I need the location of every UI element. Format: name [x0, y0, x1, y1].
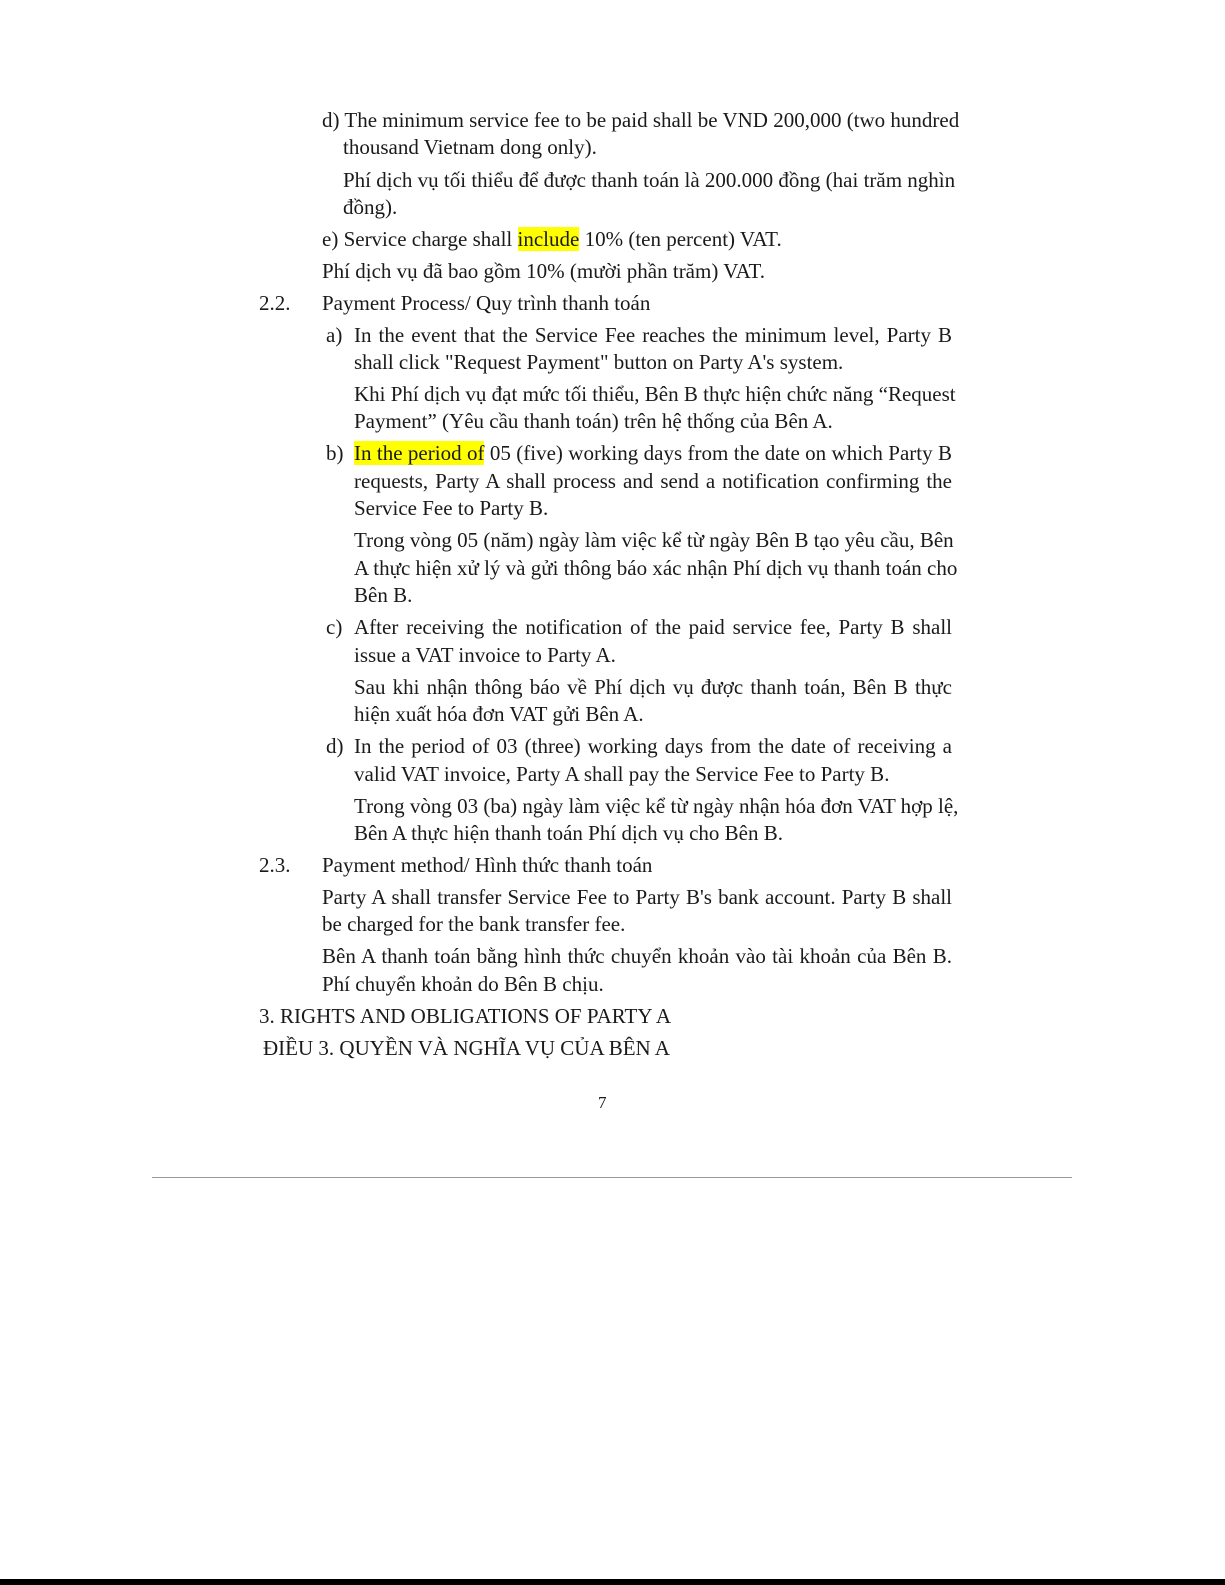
min-fee-en-line-2: thousand Vietnam dong only). [343, 135, 597, 159]
item-c-vi-line-2: hiện xuất hóa đơn VAT gửi Bên A. [354, 702, 644, 726]
item-b-vi-line-3: Bên B. [354, 583, 413, 607]
item-d-en-line-2: valid VAT invoice, Party A shall pay the Service Fee to Party B. [354, 762, 890, 786]
item-b-en-line-1-rest: 05 (five) working days from the date on which Party B [484, 441, 952, 465]
section-2-2-heading: Payment Process/ Quy trình thanh toán [322, 291, 651, 315]
item-b-vi-line-1: Trong vòng 05 (năm) ngày làm việc kể từ ngày Bên B tạo yêu cầu, Bên [354, 528, 954, 552]
bottom-edge-bar [0, 1579, 1225, 1585]
item-d-marker: d) [326, 734, 344, 758]
item-a-en-line-1: In the event that the Service Fee reaches the minimum level, Party B [354, 323, 952, 347]
highlight-include: include [517, 227, 580, 251]
section-3-heading-en: 3. RIGHTS AND OBLIGATIONS OF PARTY A [259, 1004, 671, 1028]
page-number: 7 [598, 1093, 607, 1112]
item-d-vi-line-1: Trong vòng 03 (ba) ngày làm việc kể từ ngày nhận hóa đơn VAT hợp lệ, [354, 794, 959, 818]
min-fee-vi-line-2: đồng). [343, 195, 398, 219]
section-2-3-heading: Payment method/ Hình thức thanh toán [322, 853, 653, 877]
item-b-en-line-1 [354, 440, 952, 466]
vat-vi-line: Phí dịch vụ đã bao gồm 10% (mười phần trăm) VAT. [322, 259, 766, 283]
vat-en-prefix: e) Service charge shall [322, 227, 518, 251]
section-3-heading-vi: ĐIỀU 3. QUYỀN VÀ NGHĨA VỤ CỦA BÊN A [263, 1036, 670, 1060]
min-fee-vi-line-1: Phí dịch vụ tối thiểu để được thanh toán là 200.000 đồng (hai trăm nghìn [343, 168, 956, 192]
item-b-en-line-3: Service Fee to Party B. [354, 496, 549, 520]
highlight-in-the-period-of: In the period of [354, 441, 485, 465]
payment-method-en-line-1: Party A shall transfer Service Fee to Party B's bank account. Party B shall [322, 885, 952, 909]
section-2-3-number: 2.3. [259, 853, 291, 877]
min-fee-en-line-1: d) The minimum service fee to be paid shall be VND 200,000 (two hundred [322, 108, 960, 132]
item-c-en-line-2: issue a VAT invoice to Party A. [354, 643, 616, 667]
payment-method-en-line-2: be charged for the bank transfer fee. [322, 912, 626, 936]
item-a-vi-line-1: Khi Phí dịch vụ đạt mức tối thiểu, Bên B thực hiện chức năng “Request [354, 382, 956, 406]
item-d-vi-line-2: Bên A thực hiện thanh toán Phí dịch vụ cho Bên B. [354, 821, 784, 845]
payment-method-vi-line-2: Phí chuyển khoản do Bên B chịu. [322, 972, 604, 996]
item-c-vi-line-1: Sau khi nhận thông báo về Phí dịch vụ được thanh toán, Bên B thực [354, 675, 952, 699]
item-b-en-line-2: requests, Party A shall process and send a notification confirming the [354, 469, 952, 493]
vat-en-suffix: 10% (ten percent) VAT. [579, 227, 782, 251]
item-d-en-line-1: In the period of 03 (three) working days from the date of receiving a [354, 734, 952, 758]
item-b-marker: b) [326, 441, 344, 465]
item-c-marker: c) [326, 615, 343, 639]
item-b-vi-line-2: A thực hiện xử lý và gửi thông báo xác nhận Phí dịch vụ thanh toán cho [354, 556, 958, 580]
page-divider [152, 1177, 1072, 1178]
item-a-marker: a) [326, 323, 343, 347]
item-a-en-line-2: shall click "Request Payment" button on Party A's system. [354, 350, 844, 374]
payment-method-vi-line-1: Bên A thanh toán bằng hình thức chuyển khoản vào tài khoản của Bên B. [322, 944, 952, 968]
item-c-en-line-1: After receiving the notification of the paid service fee, Party B shall [354, 615, 952, 639]
vat-en-line [322, 226, 782, 252]
item-a-vi-line-2: Payment” (Yêu cầu thanh toán) trên hệ thống của Bên A. [354, 409, 833, 433]
section-2-2-number: 2.2. [259, 291, 291, 315]
